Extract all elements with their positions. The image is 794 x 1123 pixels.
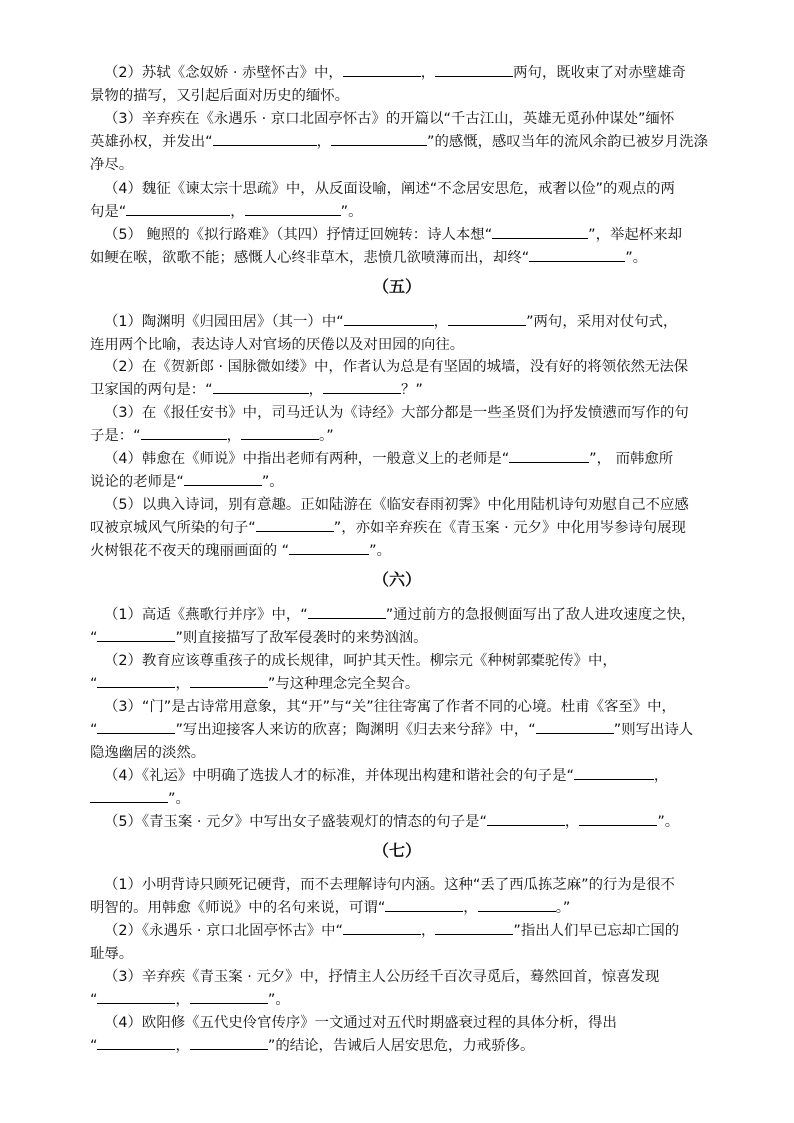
q7-3-text-b: “ — [90, 992, 98, 1008]
answer-blank[interactable] — [385, 899, 463, 912]
q4-4-line2 — [90, 203, 363, 221]
q4-2-text-b: ， — [420, 65, 436, 81]
q5-1-text-d: 连用两个比喻，表达诗人对官场的厌倦以及对田园的向往。 — [90, 337, 465, 353]
q6-1-text-a: （1）高适《燕歌行并序》中，“ — [104, 607, 308, 623]
answer-blank[interactable] — [509, 450, 589, 463]
q4-3-text-a: （3）辛弃疾在《永遇乐 · 京口北固亭怀古》的开篇以“千古江山，英雄无觅孙仲谋处”缅怀 — [104, 111, 675, 127]
q6-3-line1 — [104, 698, 676, 716]
answer-blank[interactable] — [435, 64, 513, 77]
q4-3-line2 — [90, 133, 708, 151]
q4-3-text-e: 净尽。 — [90, 157, 134, 173]
q5-5-text-d: 火树银花不夜天的瑰丽画面的 “ — [90, 543, 290, 559]
q4-5-line1 — [104, 226, 682, 244]
q7-2-text-b: ， — [421, 923, 436, 939]
q5-2-line1 — [104, 358, 688, 376]
q5-2-text-d: ？” — [401, 382, 423, 398]
q4-3-line1 — [104, 110, 674, 128]
q4-5-text-d: ”。 — [625, 250, 648, 266]
answer-blank[interactable] — [241, 427, 319, 440]
answer-blank[interactable] — [448, 313, 526, 326]
q6-3-text-a: （3）“门”是古诗常用意象，其“开”与“关”往往寄寓了作者不同的心境。杜甫《客至》中， — [104, 699, 676, 715]
q6-3-text-d: ”则写出诗人 — [613, 722, 694, 738]
answer-blank[interactable] — [331, 133, 427, 146]
q5-2-text-b: 卫家国的两句是：“ — [90, 382, 213, 398]
q6-2-line2 — [90, 675, 419, 693]
q7-2-text-c: ”指出人们早已忘却亡国的 — [513, 923, 680, 939]
q4-4-text-d: ”。 — [340, 204, 363, 220]
q6-1-text-b: ”通过前方的急报侧面写出了敌人进攻速度之快， — [385, 607, 696, 623]
answer-blank[interactable] — [435, 922, 513, 935]
q7-1-text-a: （1）小明背诗只顾死记硬背，而不去理解诗句内涵。这种“丢了西瓜拣芝麻”的行为是很不 — [104, 877, 675, 893]
answer-blank[interactable] — [323, 381, 401, 394]
q5-5-line2 — [90, 519, 686, 537]
q6-2-text-c: ， — [175, 676, 190, 692]
q5-3-text-d: 。” — [319, 428, 334, 444]
q5-3-text-a: （3）在《报任安书》中，司马迁认为《诗经》大部分都是一些圣贤们为抒发愤懑而写作的句 — [104, 405, 689, 421]
q7-3-line1 — [104, 968, 659, 986]
q6-3-line3 — [90, 744, 205, 762]
q7-3-text-c: ， — [175, 992, 190, 1008]
q5-5-line1 — [104, 496, 689, 514]
answer-blank[interactable] — [343, 922, 421, 935]
q6-5-text-c: ”。 — [657, 814, 680, 830]
q7-3-line2 — [90, 991, 290, 1009]
answer-blank[interactable] — [97, 675, 175, 688]
answer-blank[interactable] — [536, 721, 614, 734]
q5-5-text-a: （5）以典入诗词，别有意趣。正如陆游在《临安春雨初霁》中化用陆机诗句劝慰自己不应感 — [104, 497, 689, 513]
answer-blank[interactable] — [529, 249, 625, 262]
q7-2-line2 — [90, 945, 133, 963]
q4-3-text-b: 英雄孙权，并发出“ — [90, 134, 213, 150]
q5-1-line1 — [104, 313, 677, 331]
q5-2-text-c: ， — [308, 382, 323, 398]
q5-4-line1 — [104, 450, 673, 468]
answer-blank[interactable] — [492, 226, 588, 239]
q4-3-text-d: ”的感慨，感叹当年的流风余韵已被岁月洗涤 — [427, 134, 708, 150]
q7-1-line1 — [104, 876, 675, 894]
answer-blank[interactable] — [97, 1037, 175, 1050]
q6-3-line2 — [90, 721, 693, 739]
q7-4-text-c: ， — [175, 1038, 190, 1054]
answer-blank[interactable] — [141, 427, 227, 440]
q6-1-line1 — [104, 606, 695, 624]
q4-2-text-d: 景物的描写，又引起后面对历史的缅怀。 — [90, 88, 350, 104]
answer-blank[interactable] — [97, 629, 175, 642]
q6-1-line2 — [90, 629, 428, 647]
q5-1-text-b: ， — [433, 314, 449, 330]
q4-2-line2 — [90, 87, 349, 105]
q5-5-text-e: ”。 — [369, 543, 391, 559]
answer-blank[interactable] — [97, 991, 175, 1004]
q4-4-line1 — [104, 180, 675, 198]
section-heading-7: （七） — [372, 841, 421, 860]
q4-4-text-a: （4）魏征《谏太宗十思疏》中，从反面设喻，阐述“不念居安思危，戒奢以俭”的观点的两 — [104, 181, 675, 197]
answer-blank[interactable] — [213, 381, 309, 394]
q5-3-line1 — [104, 404, 689, 422]
q6-3-text-c: ”写出迎接客人来访的欣喜；陶渊明《归去来兮辞》中，“ — [175, 722, 536, 738]
answer-blank[interactable] — [190, 1037, 268, 1050]
section-heading-6: （六） — [372, 570, 421, 589]
q5-5-text-b: 叹被京城风气所染的句子“ — [90, 520, 256, 536]
answer-blank[interactable] — [478, 899, 556, 912]
q6-3-text-e: 隐逸幽居的淡然。 — [90, 745, 206, 761]
q4-2-line1 — [104, 64, 686, 82]
q6-1-text-c: “ — [90, 630, 98, 646]
q5-5-line3 — [90, 542, 391, 560]
q6-1-text-d: ”则直接描写了敌军侵袭时的来势汹汹。 — [175, 630, 428, 646]
q7-2-text-a: （2）《永遇乐 · 京口北固亭怀古》中“ — [104, 923, 343, 939]
q4-4-text-b: 句是“ — [90, 204, 127, 220]
q6-3-text-b: “ — [90, 722, 98, 738]
q6-4-text-b: ， — [653, 768, 669, 784]
q7-4-text-d: ”的结论，告诫后人居安思危，力戒骄侈。 — [267, 1038, 535, 1054]
q6-4-line1 — [104, 767, 668, 785]
q5-4-text-c: 说论的老师是“ — [90, 474, 184, 490]
answer-blank[interactable] — [289, 542, 369, 555]
q6-2-text-b: “ — [90, 676, 98, 692]
q4-3-line3 — [90, 156, 133, 174]
q7-1-text-c: ， — [463, 900, 478, 916]
q4-2-text-a: （2）苏轼《念奴娇 · 赤壁怀古》中， — [104, 65, 343, 81]
q7-3-text-d: ”。 — [267, 992, 290, 1008]
q6-4-text-c: ”。 — [168, 791, 190, 807]
q5-3-text-b: 子是：“ — [90, 428, 141, 444]
answer-blank[interactable] — [256, 519, 334, 532]
q6-2-text-d: ”与这种理念完全契合。 — [267, 676, 420, 692]
q7-2-text-d: 耻辱。 — [90, 946, 134, 962]
q4-4-text-c: ， — [230, 204, 245, 220]
answer-blank[interactable] — [579, 813, 657, 826]
q7-1-line2 — [90, 899, 570, 917]
q6-4-line2 — [90, 790, 190, 808]
q5-4-text-a: （4）韩愈在《师说》中指出老师有两种，一般意义上的老师是“ — [104, 451, 510, 467]
answer-blank[interactable] — [487, 813, 565, 826]
q6-5-text-a: （5）《青玉案 · 元夕》中写出女子盛装观灯的情态的句子是“ — [104, 814, 487, 830]
q7-4-text-b: “ — [90, 1038, 98, 1054]
q6-4-text-a: （4）《礼运》中明确了选拔人才的标准，并体现出构建和谐社会的句子是“ — [104, 768, 574, 784]
answer-blank[interactable] — [190, 991, 268, 1004]
answer-blank[interactable] — [308, 606, 386, 619]
answer-blank[interactable] — [90, 790, 168, 803]
q5-1-line2 — [90, 336, 464, 354]
answer-blank[interactable] — [245, 203, 341, 216]
q4-5-text-b: ”，举起杯来却 — [588, 227, 682, 243]
q4-5-text-c: 如鲠在喉，欲歌不能；感慨人心终非草木，悲愤几欲喷薄而出，却终“ — [90, 250, 530, 266]
q7-3-text-a: （3）辛弃疾《青玉案 · 元夕》中，抒情主人公历经千百次寻觅后，蓦然回首，惊喜发现 — [104, 969, 660, 985]
answer-blank[interactable] — [184, 473, 262, 486]
q5-3-line2 — [90, 427, 334, 445]
answer-blank[interactable] — [126, 203, 230, 216]
q4-5-text-a: （5） 鲍照的《拟行路难》（其四）抒情迂回婉转：诗人本想“ — [104, 227, 493, 243]
q7-1-text-b: 明智的。用韩愈《师说》中的名句来说，可谓“ — [90, 900, 386, 916]
q7-4-line2 — [90, 1037, 534, 1055]
q5-1-text-c: ”两句，采用对仗句式， — [526, 314, 678, 330]
q5-1-text-a: （1）陶渊明《归园田居》（其一）中“ — [104, 314, 344, 330]
q5-2-text-a: （2）在《贺新郎 · 国脉微如缕》中，作者认为总是有坚固的城墙，没有好的将领依然无法保 — [104, 359, 689, 375]
q5-3-text-c: ， — [226, 428, 242, 444]
q6-5-text-b: ， — [564, 814, 580, 830]
q6-2-line1 — [104, 652, 617, 670]
answer-blank[interactable] — [190, 675, 268, 688]
answer-blank[interactable] — [344, 313, 434, 326]
q5-4-line2 — [90, 473, 284, 491]
answer-blank[interactable] — [343, 64, 421, 77]
q7-1-text-d: 。” — [555, 900, 571, 916]
q7-2-line1 — [104, 922, 679, 940]
q4-2-text-c: 两句，既收束了对赤壁雄奇 — [513, 65, 686, 81]
q6-5-line1 — [104, 813, 679, 831]
q7-4-line1 — [104, 1014, 617, 1032]
q6-2-text-a: （2）教育应该尊重孩子的成长规律，呵护其天性。柳宗元《种树郭橐驼传》中， — [104, 653, 617, 669]
answer-blank[interactable] — [213, 133, 317, 146]
answer-blank[interactable] — [574, 767, 654, 780]
q7-4-text-a: （4）欧阳修《五代史伶官传序》一文通过对五代时期盛衰过程的具体分析，得出 — [104, 1015, 617, 1031]
answer-blank[interactable] — [97, 721, 175, 734]
q5-2-line2 — [90, 381, 423, 399]
q4-3-text-c: ， — [316, 134, 331, 150]
q4-5-line2 — [90, 249, 647, 267]
section-heading-5: （五） — [372, 277, 421, 296]
q5-5-text-c: ”，亦如辛弃疾在《青玉案 · 元夕》中化用岑参诗句展现 — [333, 520, 686, 536]
q5-4-text-b: ”， 而韩愈所 — [589, 451, 674, 467]
q5-4-text-d: ”。 — [261, 474, 284, 490]
